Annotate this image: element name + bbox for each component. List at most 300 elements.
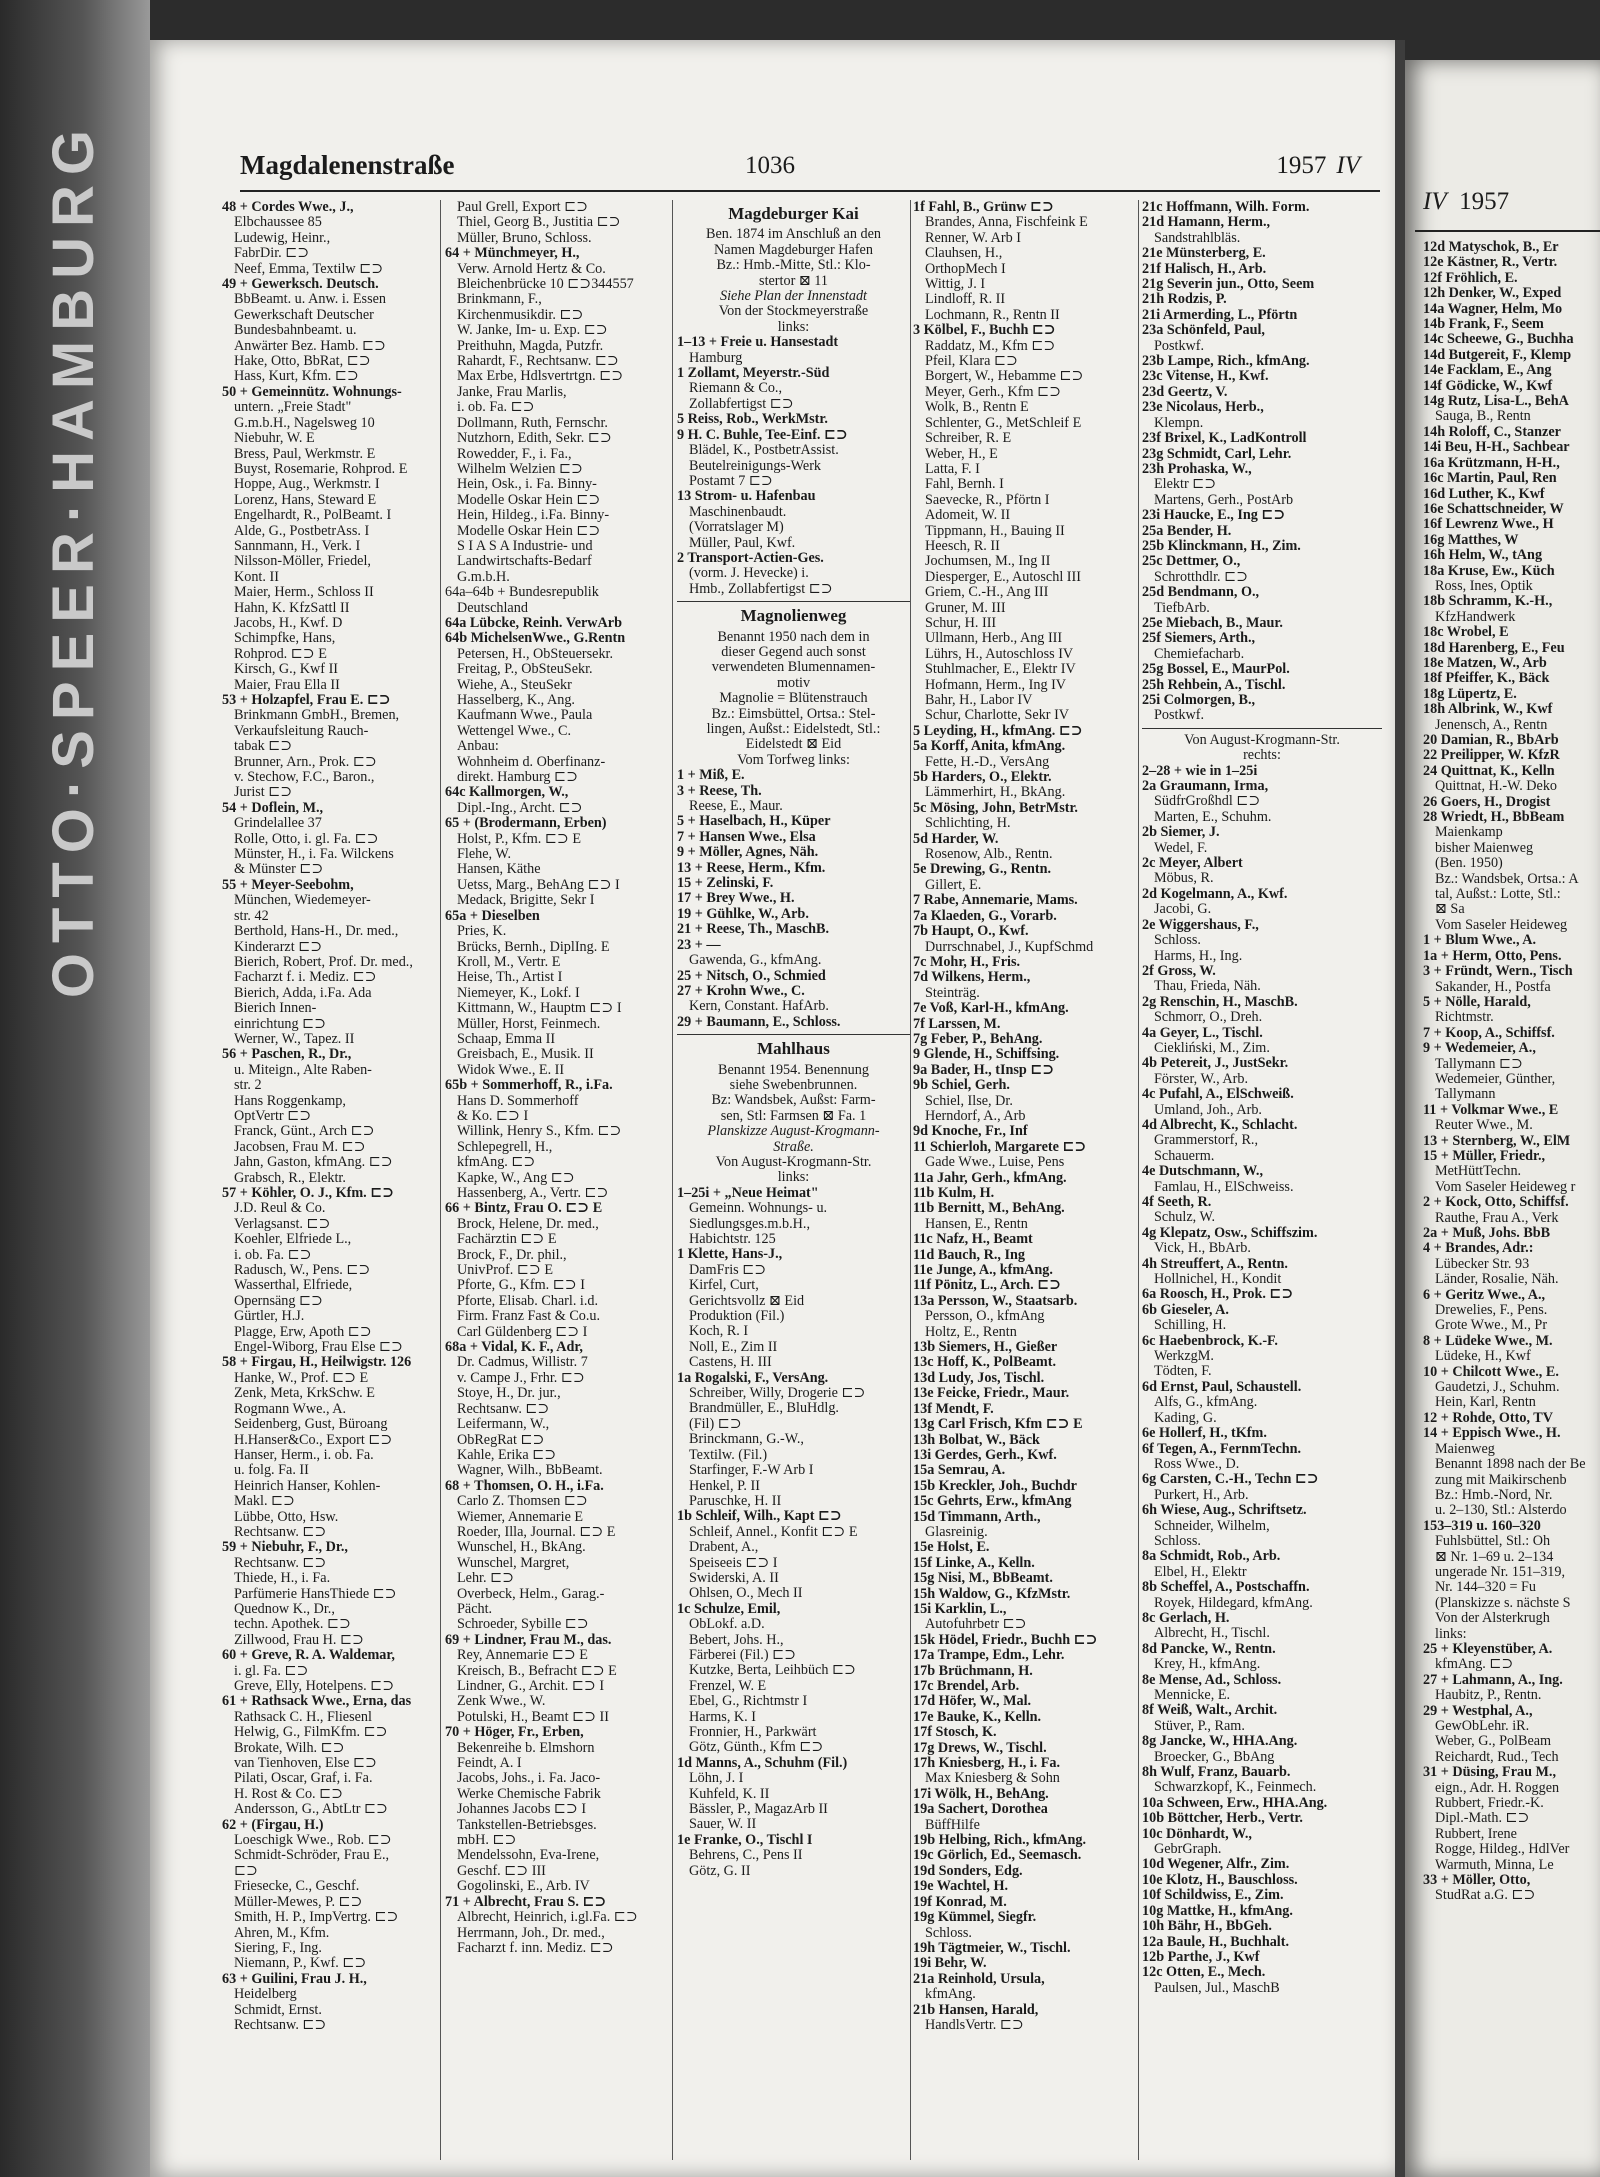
directory-entry: Holtz, E., Rentn — [925, 1324, 1017, 1340]
page-header — [240, 148, 1380, 188]
directory-entry: Holst, P., Kfm. ⊏⊃ E — [457, 831, 582, 847]
directory-entry: Wiehe, A., SteuSekr — [457, 677, 572, 693]
directory-entry: 66 + Bintz, Frau O. ⊏⊃ E — [445, 1201, 603, 1217]
directory-entry: 5d Harder, W. — [913, 831, 999, 847]
directory-entry: (Ben. 1950) — [1435, 856, 1503, 872]
directory-entry: 21 + Reese, Th., MaschB. — [677, 922, 830, 938]
directory-entry: Bierich, Adda, i.Fa. Ada — [234, 985, 372, 1001]
directory-entry: Kutzke, Berta, Leihbüch ⊏⊃ — [689, 1663, 856, 1679]
binding-imprint: OTTO·SPEER·HAMBURG — [41, 120, 106, 999]
directory-entry: direkt. Hamburg ⊏⊃ — [457, 770, 578, 786]
directory-entry: Ullmann, Herb., Ang III — [925, 631, 1063, 647]
column-3 — [677, 200, 910, 2160]
directory-entry: Greve, Elly, Hotelpens. ⊏⊃ — [234, 1679, 395, 1694]
directory-entry: 2b Siemer, J. — [1142, 825, 1220, 841]
directory-entry: Koehler, Elfriede L., — [234, 1232, 352, 1248]
directory-entry: eign., Adr. H. Roggen — [1435, 1780, 1560, 1796]
column-divider — [910, 200, 911, 2160]
directory-entry: 8d Pancke, W., Rentn. — [1142, 1641, 1276, 1657]
directory-entry: Lübbe, Otto, Hsw. — [234, 1509, 339, 1525]
directory-entry: 31 + Düsing, Frau M., — [1423, 1765, 1557, 1781]
directory-entry: 16g Matthes, W — [1423, 532, 1519, 548]
directory-entry: Münster, H., i. Fa. Wilckens — [234, 847, 394, 863]
directory-entry: 2–28 + wie in 1–25i — [1142, 763, 1258, 779]
directory-entry: DamFris ⊏⊃ — [689, 1262, 767, 1278]
directory-entry: Götz, Günth., Kfm ⊏⊃ — [689, 1740, 824, 1756]
directory-entry: Albrecht, H., Tischl. — [1154, 1626, 1270, 1642]
directory-entry: Paulsen, Jul., MaschB — [1154, 1980, 1280, 1996]
directory-entry: 25g Bossel, E., MaurPol. — [1142, 662, 1290, 678]
directory-entry: 27 + Lahmann, A., Ing. — [1423, 1672, 1563, 1688]
directory-entry: Chemiefacharb. — [1154, 646, 1245, 662]
description-line: Namen Magdeburger Hafen — [714, 242, 873, 258]
directory-entry: 10h Bähr, H., BbGeh. — [1142, 1919, 1272, 1935]
directory-entry: Brücks, Bernh., DiplIng. E — [457, 939, 610, 955]
directory-entry: Hahn, K. KfzSattl II — [234, 600, 350, 616]
directory-entry: Jurist ⊏⊃ — [234, 785, 293, 801]
directory-entry: Behrens, C., Pens II — [689, 1848, 803, 1864]
directory-entry: Medack, Brigitte, Sekr I — [457, 893, 595, 909]
directory-entry: Heesch, R. II — [925, 538, 1000, 554]
directory-entry: tal, Außst.: Lotte, Stl.: — [1435, 887, 1561, 903]
directory-entry: 57 + Köhler, O. J., Kfm. ⊏⊃ — [222, 1186, 395, 1201]
directory-entry: 20 Damian, R., BbArb — [1423, 733, 1559, 748]
directory-entry: 11d Bauch, R., Ing — [913, 1247, 1025, 1263]
directory-entry: 22 Preilipper, W. KfzR — [1423, 748, 1560, 764]
directory-entry: Schmorr, O., Dreh. — [1154, 1010, 1263, 1026]
directory-entry: Wunschel, Margret, — [457, 1555, 570, 1571]
directory-entry: 16f Lewrenz Wwe., H — [1423, 517, 1554, 533]
directory-entry: 13a Persson, W., Staatsarb. — [913, 1293, 1078, 1309]
page-gutter — [1395, 40, 1405, 2177]
directory-entry: Rechtsanw. ⊏⊃ — [234, 1555, 327, 1571]
directory-entry: Götz, G. II — [689, 1863, 751, 1879]
directory-entry: Brinkmann, F., — [457, 292, 542, 308]
directory-entry: 25d Bendmann, O., — [1142, 585, 1260, 601]
directory-entry: Henkel, P. II — [689, 1478, 760, 1494]
directory-entry: Radusch, W., Pens. ⊏⊃ — [234, 1263, 371, 1279]
directory-entry: Quittnat, H.-W. Deko — [1435, 779, 1558, 795]
directory-entry: 64b MichelsenWwe., G.Rentn — [445, 631, 626, 647]
directory-entry: kfmAng. ⊏⊃ — [457, 1155, 536, 1171]
directory-entry: 17d Höfer, W., Mal. — [913, 1694, 1032, 1710]
directory-entry: Schiel, Ilse, Dr. — [925, 1093, 1013, 1109]
directory-entry: Siering, F., Ing. — [234, 1940, 322, 1956]
directory-entry: 25 + Kleyenstüber, A. — [1423, 1641, 1553, 1657]
column-divider — [672, 200, 673, 2160]
directory-entry: 25 + Nitsch, O., Schmied — [677, 968, 826, 984]
directory-entry: Buyst, Rosemarie, Rohprod. E — [234, 461, 408, 477]
directory-entry: Wasserthal, Elfriede, — [234, 1278, 353, 1294]
directory-entry: 17c Brendel, Arb. — [913, 1679, 1020, 1694]
directory-entry: S I A S A Industrie- und — [457, 538, 593, 554]
directory-entry: Carl Güldenberg ⊏⊃ I — [457, 1324, 588, 1340]
directory-entry: Lämmerhirt, H., BkAng. — [925, 785, 1066, 801]
directory-entry: G.m.b.H. — [457, 569, 510, 585]
directory-entry: Vom Saseler Heideweg — [1435, 917, 1568, 933]
directory-entry: Hansen, Käthe — [457, 862, 541, 878]
directory-entry: Schmidt-Schröder, Frau E., — [234, 1848, 390, 1864]
directory-entry: Jenensch, A., Rentn — [1435, 717, 1548, 733]
directory-entry: 64a Lübcke, Reinh. VerwArb — [445, 615, 622, 631]
directory-entry: Schreiber, R. E — [925, 431, 1012, 447]
directory-entry: Brokate, Wilh. ⊏⊃ — [234, 1740, 345, 1756]
directory-entry: 50 + Gemeinnütz. Wohnungs- — [222, 384, 402, 400]
directory-entry: 18g Lüpertz, E. — [1423, 686, 1517, 702]
directory-entry: 2d Kogelmann, A., Kwf. — [1142, 886, 1288, 902]
directory-entry: 7c Mohr, H., Fris. — [913, 954, 1021, 970]
directory-entry: 10a Schween, Erw., HHA.Ang. — [1142, 1795, 1328, 1811]
street-description — [677, 1063, 910, 1125]
directory-entry: 18d Harenberg, E., Feu — [1423, 640, 1565, 656]
directory-entry: Löhn, J. I — [689, 1771, 744, 1787]
directory-entry: 9 + Möller, Agnes, Näh. — [677, 845, 819, 861]
directory-entry: Verkaufsleitung Rauch- — [234, 723, 369, 739]
directory-entry: zung mit Maikirschenb — [1435, 1472, 1567, 1488]
directory-entry: München, Wiedemeyer- — [234, 893, 371, 909]
directory-entry: 17e Bauke, K., Kelln. — [913, 1709, 1042, 1725]
description-line: Eidelstedt ⊠ Eid — [745, 737, 842, 753]
directory-entry: 25f Siemers, Arth., — [1142, 631, 1256, 647]
directory-entry: Grammerstorf, R., — [1154, 1133, 1259, 1149]
directory-entry: Wittig, J. I — [925, 277, 986, 293]
directory-entry: Gaudetzi, J., Schuhm. — [1435, 1380, 1560, 1396]
directory-entry: Kreisch, B., Befracht ⊏⊃ E — [457, 1663, 617, 1679]
directory-entry: 14h Roloff, C., Stanzer — [1423, 424, 1561, 440]
directory-entry: Warmuth, Minna, Le — [1435, 1857, 1554, 1873]
description-line: Magnolie = Blütenstrauch — [719, 691, 868, 707]
section-rule — [1142, 728, 1382, 729]
directory-entry: Paruschke, H. II — [689, 1493, 782, 1509]
directory-entry: J.D. Reul & Co. — [234, 1201, 326, 1217]
directory-entry: 25i Colmorgen, B., — [1142, 693, 1256, 708]
directory-entry: Weber, G., PolBeam — [1435, 1734, 1552, 1750]
directory-entry: (Fil) ⊏⊃ — [689, 1416, 742, 1432]
directory-entry: Grabsch, R., Elektr. — [234, 1170, 346, 1186]
directory-entry: 15b Kreckler, Joh., Buchdr — [913, 1478, 1077, 1494]
directory-entry: 14b Frank, F., Seem — [1423, 317, 1544, 333]
directory-entry: 13c Hoff, K., PolBeamt. — [913, 1355, 1057, 1371]
directory-entry: 19h Tägtmeier, W., Tischl. — [913, 1940, 1071, 1956]
directory-entry: Kinderarzt ⊏⊃ — [234, 939, 323, 955]
directory-entry: Gürtler, H.J. — [234, 1309, 305, 1325]
directory-entry: Thau, Frieda, Näh. — [1154, 979, 1261, 995]
directory-entry: Facharzt f. inn. Mediz. ⊏⊃ — [457, 1940, 614, 1956]
directory-entry: Hans Roggenkamp, — [234, 1093, 346, 1109]
description-line: stertor ⊠ 11 — [759, 273, 828, 289]
directory-entry: Fette, H.-D., VersAng — [925, 754, 1050, 770]
directory-entry: 13 + Reese, Herm., Kfm. — [677, 860, 826, 876]
directory-entry: Schrotthdlr. ⊏⊃ — [1154, 569, 1249, 585]
directory-entry: 13d Ludy, Jos, Tischl. — [913, 1370, 1045, 1386]
street-description — [677, 630, 910, 753]
directory-entry: Raddatz, M., Kfm ⊏⊃ — [925, 338, 1056, 354]
directory-entry: Schlichting, H. — [925, 816, 1011, 832]
directory-entry: Werke Chemische Fabrik — [457, 1786, 601, 1802]
directory-entry: 4d Albrecht, K., Schlacht. — [1142, 1117, 1298, 1133]
directory-entry: 1 + Blum Wwe., A. — [1423, 933, 1537, 949]
directory-entry: Ross Wwe., D. — [1154, 1456, 1240, 1472]
directory-entry: Möbus, R. — [1154, 871, 1214, 887]
directory-entry: 62 + (Firgau, H.) — [222, 1817, 324, 1833]
directory-entry: Postkwf. — [1154, 708, 1205, 724]
directory-entry: Hanke, W., Prof. ⊏⊃ E — [234, 1370, 369, 1386]
year-label: 1957 — [1276, 152, 1327, 179]
directory-entry: 19i Behr, W. — [913, 1956, 987, 1972]
directory-entry: 7 + Hansen Wwe., Elsa — [677, 829, 816, 845]
directory-entry: Harms, K. I — [689, 1709, 756, 1725]
directory-entry: 7a Klaeden, G., Vorarb. — [913, 908, 1057, 924]
directory-entry: StudRat a.G. ⊏⊃ — [1435, 1888, 1536, 1904]
directory-entry: 5c Mösing, John, BetrMstr. — [913, 800, 1078, 816]
directory-entry: 16d Luther, K., Kwf — [1423, 486, 1545, 502]
directory-entry: 68 + Thomsen, O. H., i.Fa. — [445, 1478, 604, 1494]
directory-entry: Wolk, B., Rentn E — [925, 400, 1029, 416]
direction-line: links: — [777, 1170, 810, 1186]
directory-entry: Bierich, Robert, Prof. Dr. med., — [234, 954, 413, 970]
directory-entry: 23i Haucke, E., Ing ⊏⊃ — [1142, 508, 1286, 524]
directory-entry: Borgert, W., Hebamme ⊏⊃ — [925, 369, 1084, 385]
directory-entry: Sauga, B., Rentn — [1435, 409, 1531, 425]
directory-entry: Bahr, H., Labor IV — [925, 693, 1033, 708]
directory-entry: Fachärztin ⊏⊃ E — [457, 1232, 557, 1248]
directory-entry: 23a Schönfeld, Paul, — [1142, 323, 1265, 339]
directory-entry: Niemann, P., Kwf. ⊏⊃ — [234, 1956, 367, 1972]
directory-entry: Anwärter Bez. Hamb. ⊏⊃ — [234, 338, 386, 354]
directory-entry: 13g Carl Frisch, Kfm ⊏⊃ E — [913, 1417, 1083, 1433]
directory-entry: 23 + — — [677, 937, 721, 953]
directory-entry: 23h Prohaska, W., — [1142, 461, 1252, 477]
directory-entry: Lüdeke, H., Kwf — [1435, 1349, 1531, 1365]
directory-entry: Jahn, Gaston, kfmAng. ⊏⊃ — [234, 1155, 393, 1171]
directory-entry: 5e Drewing, G., Rentn. — [913, 862, 1052, 878]
directory-entry: Castens, H. III — [689, 1355, 772, 1371]
street-title-magdeburger-kai: Magdeburger Kai — [728, 204, 859, 223]
directory-entry: Brock, F., Dr. phil., — [457, 1247, 567, 1263]
directory-entry: Royek, Hildegard, kfmAng. — [1154, 1595, 1313, 1611]
directory-entry: 7d Wilkens, Herm., — [913, 970, 1031, 986]
directory-entry: Ebel, G., Richtmstr I — [689, 1694, 808, 1710]
directory-entry: 17i Wölk, H., BehAng. — [913, 1786, 1049, 1802]
directory-entry: 53 + Holzapfel, Frau E. ⊏⊃ — [222, 693, 391, 708]
directory-entry: 21g Severin jun., Otto, Seem — [1142, 277, 1315, 293]
directory-entry: Griem, C.-H., Ang III — [925, 585, 1049, 601]
direction-line: rechts: — [1243, 748, 1281, 764]
directory-entry: 13 + Sternberg, W., ElM — [1423, 1133, 1571, 1149]
directory-entry: Stuhlmacher, E., Elektr IV — [925, 662, 1076, 678]
directory-entry: 8 + Lüdeke Wwe., M. — [1423, 1333, 1553, 1349]
directory-entry: 6 + Geritz Wwe., A., — [1423, 1287, 1546, 1303]
directory-entry: Rolle, Otto, i. gl. Fa. ⊏⊃ — [234, 831, 379, 847]
directory-entry: 15 + Zelinski, F. — [677, 876, 774, 892]
directory-entry: Nr. 144–320 = Fu — [1435, 1580, 1537, 1596]
header-rule — [240, 190, 1380, 192]
directory-entry: 15e Holst, E. — [913, 1540, 990, 1556]
directory-entry: kfmAng. ⊏⊃ — [1435, 1657, 1514, 1673]
directory-entry: Ohlsen, O., Mech II — [689, 1586, 803, 1602]
directory-entry: 26 Goers, H., Drogist — [1423, 794, 1551, 810]
street-heading: Magdalenenstraße — [240, 150, 455, 180]
directory-entry: Elektr ⊏⊃ — [1154, 477, 1217, 493]
directory-entry: ObLokf. a.D. — [689, 1617, 765, 1633]
directory-entry: Sakander, H., Postfa — [1435, 979, 1551, 995]
directory-entry: Schur, Charlotte, Sekr IV — [925, 708, 1070, 724]
directory-entry: Lehr. ⊏⊃ — [457, 1571, 514, 1587]
directory-entry: 18h Albrink, W., Kwf — [1423, 702, 1553, 718]
directory-entry: Werner, W., Tapez. II — [234, 1031, 355, 1047]
directory-entry: 19 + Gühlke, W., Arb. — [677, 906, 809, 922]
directory-entry: Maier, Herm., Schloss II — [234, 585, 374, 601]
directory-entry: (vorm. J. Hevecke) i. — [689, 566, 809, 582]
directory-entry: untern. „Freie Stadt" — [234, 400, 352, 416]
directory-entry: v. Campe J., Frhr. ⊏⊃ — [457, 1370, 585, 1386]
directory-entry: Hansen, E., Rentn — [925, 1216, 1028, 1232]
directory-entry: 14c Scheewe, G., Buchha — [1423, 332, 1574, 348]
directory-entry: Maienweg — [1435, 1441, 1495, 1457]
directory-entry: 11e Junge, A., kfmAng. — [913, 1263, 1053, 1279]
directory-entry: & Münster ⊏⊃ — [234, 862, 324, 878]
directory-entry: Pfeil, Klara ⊏⊃ — [925, 354, 1018, 370]
description-line: Benannt 1954. Benennung — [718, 1062, 869, 1078]
directory-entry: 4a Geyer, L., Tischl. — [1142, 1025, 1263, 1041]
directory-entry: Herrmann, Joh., Dr. med., — [457, 1925, 605, 1941]
directory-entry: H.Hanser&Co., Export ⊏⊃ — [234, 1432, 393, 1448]
directory-entry: SüdfrGroßhdl ⊏⊃ — [1154, 794, 1261, 810]
directory-entry: Gerichtsvollz ⊠ Eid — [689, 1293, 805, 1309]
directory-entry: Autofuhrbetr ⊏⊃ — [925, 1617, 1027, 1633]
directory-entry: 69 + Lindner, Frau M., das. — [445, 1632, 612, 1648]
directory-entry: 2c Meyer, Albert — [1142, 856, 1243, 872]
street-title-magnolienweg: Magnolienweg — [740, 606, 847, 626]
directory-entry: Hassenberg, A., Vertr. ⊏⊃ — [457, 1186, 609, 1201]
directory-entry: Rubbert, Friedr.-K. — [1435, 1796, 1544, 1812]
directory-entry: 7 Rabe, Annemarie, Mams. — [913, 893, 1078, 909]
directory-entry: Lührs, H., Autoschloss IV — [925, 646, 1074, 662]
directory-entry: Wunschel, H., BkAng. — [457, 1540, 586, 1556]
directory-entry: Ludewig, Heinr., — [234, 230, 331, 246]
directory-entry: FabrDir. ⊏⊃ — [234, 246, 310, 262]
directory-entry: 59 + Niebuhr, F., Dr., — [222, 1540, 348, 1556]
directory-entry: Gruner, M. III — [925, 600, 1006, 616]
directory-entry: Brandes, Anna, Fischfeink E — [925, 215, 1088, 231]
directory-entry: Berthold, Hans-H., Dr. med., — [234, 924, 399, 940]
directory-entry: Postkwf. — [1154, 338, 1205, 354]
direction-line: Von der Stockmeyerstraße — [718, 304, 869, 320]
directory-entry: Marten, E., Schuhm. — [1154, 809, 1272, 825]
plan-note — [677, 1124, 910, 1155]
directory-entry: 13e Feicke, Friedr., Maur. — [913, 1386, 1070, 1402]
directory-entry: 10b Böttcher, Herb., Vertr. — [1142, 1811, 1303, 1827]
directory-entry: 1c Schulze, Emil, — [677, 1601, 781, 1617]
directory-entry: Rubbert, Irene — [1435, 1826, 1517, 1842]
directory-entry: Thiel, Georg B., Justitia ⊏⊃ — [457, 215, 621, 231]
directory-entry: 15i Karklin, L., — [913, 1601, 1007, 1617]
book-binding — [0, 0, 150, 2177]
directory-entry: 13i Gerdes, Gerh., Kwf. — [913, 1447, 1057, 1463]
directory-entry: Schloss. — [1154, 1533, 1201, 1549]
directory-entry: 15a Semrau, A. — [913, 1463, 1006, 1479]
directory-entry: Vom Saseler Heideweg r — [1435, 1179, 1576, 1195]
directory-entry: Janke, Frau Marlis, — [457, 384, 567, 400]
directory-entry: Rathsack C. H., Fliesenl — [234, 1709, 372, 1725]
directory-entry: Hanser, Herm., i. ob. Fa. — [234, 1447, 374, 1463]
directory-entry: Famlau, H., ElSchweiss. — [1154, 1179, 1294, 1195]
directory-entry: Gillert, E. — [925, 877, 982, 893]
directory-entry: 10g Mattke, H., kfmAng. — [1142, 1903, 1293, 1919]
plan-note: Siehe Plan der Innenstadt — [720, 289, 867, 305]
directory-entry: Stoye, H., Dr. jur., — [457, 1386, 561, 1402]
directory-entry: van Tienhoven, Else ⊏⊃ — [234, 1756, 377, 1772]
plan-line: Planskizze August-Krogmann- — [707, 1124, 880, 1140]
directory-entry: Steinträg. — [925, 985, 980, 1001]
directory-entry: Wilhelm Welzien ⊏⊃ — [457, 461, 583, 477]
directory-entry: 55 + Meyer-Seebohm, — [222, 877, 354, 893]
directory-entry: Pforte, G., Kfm. ⊏⊃ I — [457, 1278, 585, 1294]
directory-entry: Pforte, Elisab. Charl. i.d. — [457, 1293, 599, 1309]
directory-entry: Wagner, Wilh., BbBeamt. — [457, 1463, 603, 1479]
directory-entry: Hass, Kurt, Kfm. ⊏⊃ — [234, 369, 359, 385]
directory-entry: 5 Leyding, H., kfmAng. ⊏⊃ — [913, 723, 1083, 739]
directory-entry: 7g Feber, P., BehAng. — [913, 1031, 1043, 1047]
directory-entry: 7 + Koop, A., Schiffsf. — [1423, 1025, 1555, 1041]
direction-note: Vom Torfweg links: — [737, 752, 850, 768]
directory-entry: 23g Schmidt, Carl, Lehr. — [1142, 446, 1292, 462]
directory-entry: Modelle Oskar Hein ⊏⊃ — [457, 523, 601, 539]
page-number: 1036 — [745, 152, 795, 179]
directory-entry: Petersen, H., ObSteuersekr. — [457, 646, 614, 662]
directory-entry: Roeder, Illa, Journal. ⊏⊃ E — [457, 1524, 616, 1540]
directory-entry: Makl. ⊏⊃ — [234, 1494, 295, 1510]
directory-entry: 14 + Eppisch Wwe., H. — [1423, 1426, 1561, 1442]
directory-entry: Albrecht, Heinrich, i.gl.Fa. ⊏⊃ — [457, 1910, 638, 1926]
directory-entry: Ciekliński, M., Zim. — [1154, 1040, 1270, 1056]
directory-entry: 25b Klinckmann, H., Zim. — [1142, 538, 1301, 554]
directory-entry: Kirsch, G., Kwf II — [234, 662, 339, 678]
directory-entry: techn. Apothek. ⊏⊃ — [234, 1617, 351, 1633]
directory-entry: 2a + Muß, Johs. BbB — [1423, 1226, 1551, 1241]
directory-entry: 21b Hansen, Harald, — [913, 2002, 1039, 2018]
directory-entry: Hein, Hildeg., i.Fa. Binny- — [457, 508, 610, 524]
directory-entry: 10e Klotz, H., Bauschloss. — [1142, 1872, 1298, 1888]
directory-entry: Koch, R. I — [689, 1324, 749, 1340]
directory-entry: Greisbach, E., Musik. II — [457, 1047, 594, 1063]
directory-entry: Wedemeier, Günther, — [1435, 1071, 1556, 1087]
section-rule — [677, 1034, 910, 1035]
directory-entry: 11b Bernitt, M., BehAng. — [913, 1201, 1065, 1217]
directory-entry: 54 + Doflein, M., — [222, 800, 324, 816]
directory-entry: Anbau: — [457, 739, 499, 755]
directory-entry: Hoppe, Aug., Werkmstr. I — [234, 477, 380, 493]
directory-entry: Brinckmann, G.-W., — [689, 1432, 804, 1448]
directory-entry: Krey, H., kfmAng. — [1154, 1657, 1261, 1673]
directory-entry: Niebuhr, W. E — [234, 431, 315, 447]
directory-entry: Rosenow, Alb., Rentn. — [925, 847, 1053, 863]
directory-entry: Starfinger, F.-W Arb I — [689, 1463, 814, 1479]
directory-entry: Reuter Wwe., M. — [1435, 1118, 1533, 1134]
directory-entry: Schauerm. — [1154, 1148, 1215, 1164]
directory-entry: Saevecke, R., Pförtn I — [925, 492, 1050, 508]
directory-entry: Johannes Jacobs ⊏⊃ I — [457, 1802, 587, 1818]
directory-entry: Hasselberg, K., Ang. — [457, 693, 575, 708]
directory-entry: Bierich Innen- — [234, 1001, 317, 1017]
directory-entry: 9a Bader, H., tInsp ⊏⊃ — [913, 1062, 1055, 1078]
directory-entry: OptVertr ⊏⊃ — [234, 1108, 312, 1124]
directory-entry: 18b Schramm, K.-H., — [1423, 594, 1553, 610]
column-4 — [913, 200, 1135, 2160]
directory-entry: Klempn. — [1154, 415, 1204, 431]
directory-entry: MetHüttTechn. — [1435, 1164, 1522, 1180]
directory-entry: Müller, Horst, Feinmech. — [457, 1016, 601, 1032]
